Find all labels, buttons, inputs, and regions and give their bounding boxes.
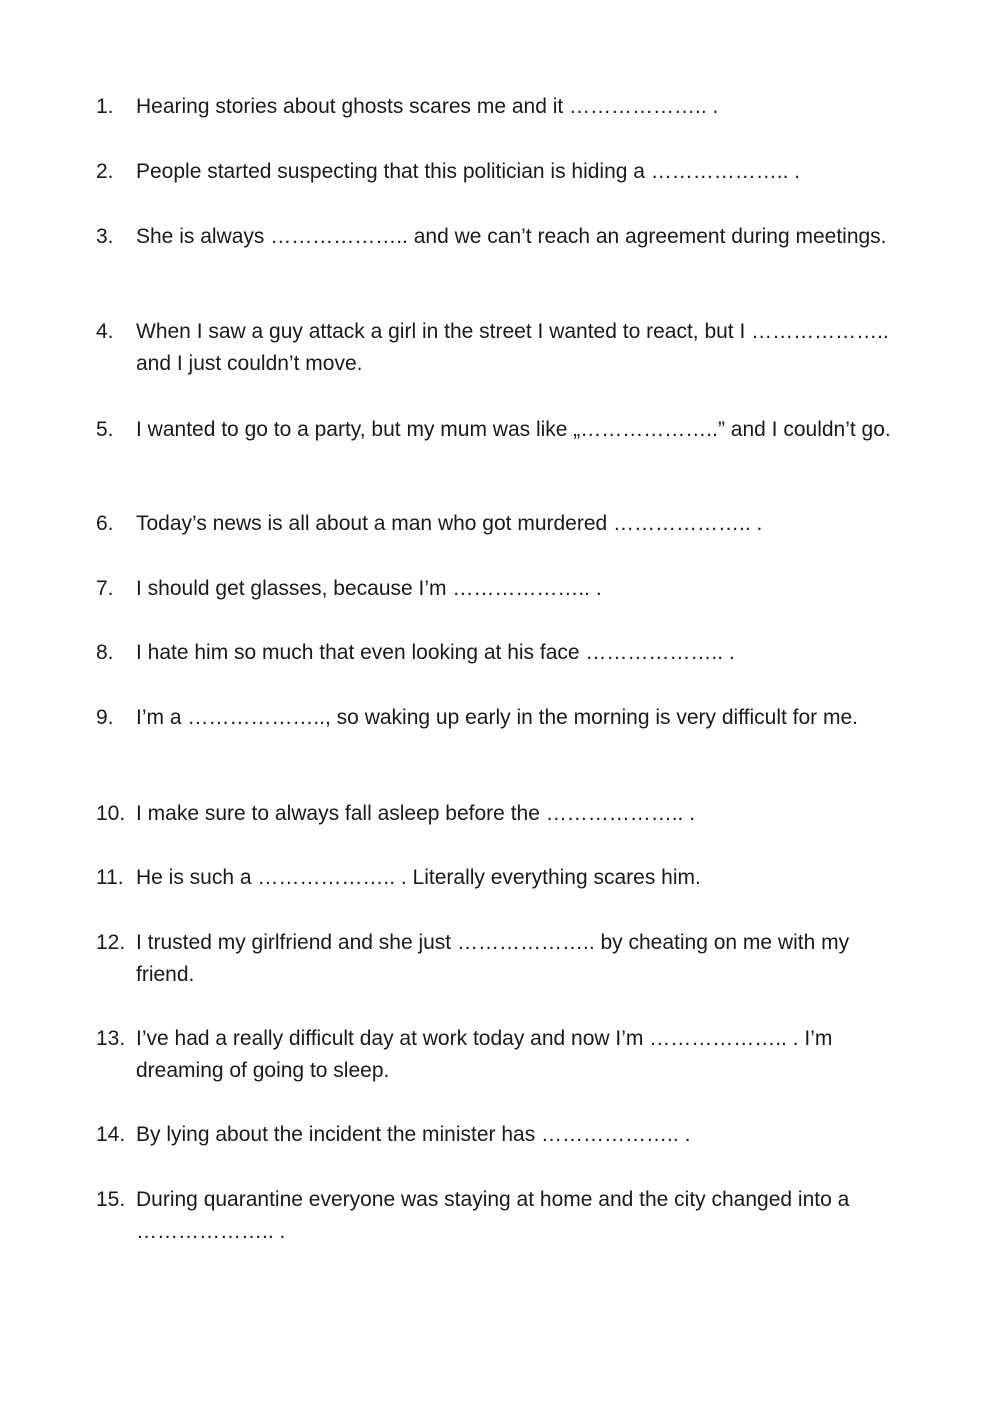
item-number: 14. xyxy=(96,1123,126,1146)
item-number: 13. xyxy=(96,1027,126,1050)
item-number: 8. xyxy=(96,641,114,664)
item-text: During quarantine everyone was staying at home and the city changed into a ……………….. . xyxy=(136,1188,850,1243)
exercise-item-6 xyxy=(96,508,896,540)
item-text: By lying about the incident the minister has ……………….. . xyxy=(136,1123,691,1146)
exercise-item-12 xyxy=(96,927,896,991)
item-text: He is such a ……………….. . Literally everything scares him. xyxy=(136,866,701,889)
item-text: I trusted my girlfriend and she just ……………….. by cheating on me with my friend. xyxy=(136,931,850,986)
exercise-item-10 xyxy=(96,798,896,830)
exercise-item-13 xyxy=(96,1023,896,1087)
exercise-item-4 xyxy=(96,316,896,380)
item-text: I wanted to go to a party, but my mum was like „………………..” and I couldn’t go. xyxy=(136,418,891,441)
item-number: 6. xyxy=(96,512,114,535)
exercise-item-8 xyxy=(96,637,896,669)
item-number: 4. xyxy=(96,320,114,343)
item-number: 12. xyxy=(96,931,126,954)
exercise-item-7 xyxy=(96,573,896,605)
exercise-item-1 xyxy=(96,91,896,123)
item-text: People started suspecting that this politician is hiding a ……………….. . xyxy=(136,160,801,183)
exercise-item-11 xyxy=(96,862,896,894)
item-number: 3. xyxy=(96,225,114,248)
item-number: 7. xyxy=(96,577,114,600)
exercise-item-15 xyxy=(96,1184,896,1248)
item-text: I’m a ……………….., so waking up early in the morning is very difficult for me. xyxy=(136,706,859,729)
exercise-item-14 xyxy=(96,1119,896,1151)
item-number: 11. xyxy=(96,866,124,889)
item-number: 15. xyxy=(96,1188,126,1211)
exercise-item-2 xyxy=(96,156,896,188)
item-text: When I saw a guy attack a girl in the street I wanted to react, but I ……………….. and I just couldn’t move. xyxy=(136,320,889,375)
item-text: She is always ……………….. and we can’t reach an agreement during meetings. xyxy=(136,225,887,248)
item-text: I should get glasses, because I’m ……………….. . xyxy=(136,577,602,600)
item-text: Today’s news is all about a man who got murdered ……………….. . xyxy=(136,512,763,535)
exercise-item-9 xyxy=(96,702,896,734)
item-text: Hearing stories about ghosts scares me and it ……………….. . xyxy=(136,95,719,118)
exercise-item-5 xyxy=(96,414,896,446)
item-text: I make sure to always fall asleep before the ……………….. . xyxy=(136,802,696,825)
item-number: 9. xyxy=(96,706,114,729)
item-number: 10. xyxy=(96,802,126,825)
item-text: I’ve had a really difficult day at work today and now I’m ……………….. . I’m dreaming of going to sleep. xyxy=(136,1027,833,1082)
item-number: 5. xyxy=(96,418,114,441)
item-text: I hate him so much that even looking at his face ……………….. . xyxy=(136,641,735,664)
exercise-item-3 xyxy=(96,221,896,253)
item-number: 2. xyxy=(96,160,114,183)
item-number: 1. xyxy=(96,95,114,118)
